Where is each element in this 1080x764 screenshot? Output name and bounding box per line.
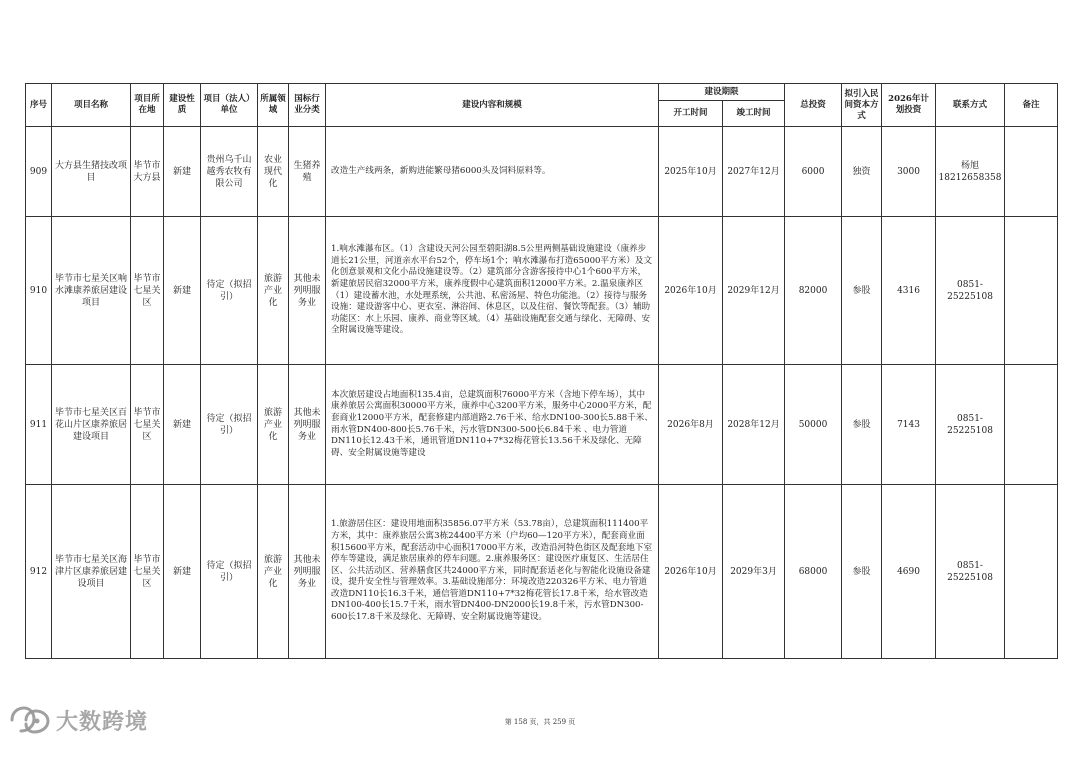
cell-location: 毕节市七星关区 <box>131 485 164 659</box>
header-seq: 序号 <box>26 84 52 127</box>
cell-remark <box>1005 485 1058 659</box>
page-number-label: 第 158 页，共 259 页 <box>504 718 576 726</box>
brand-logo-icon <box>8 704 52 736</box>
cell-end: 2029年3月 <box>723 485 785 659</box>
cell-contact: 0851-25225108 <box>936 485 1005 659</box>
cell-name: 毕节市七星关区百花山片区康养旅居建设项目 <box>52 365 131 485</box>
cell-seq: 912 <box>26 485 52 659</box>
cell-name: 毕节市七星关区海津片区康养旅居建设项目 <box>52 485 131 659</box>
header-period: 建设期限 <box>659 84 785 101</box>
cell-field: 旅游产业化 <box>258 485 289 659</box>
cell-field: 旅游产业化 <box>258 217 289 365</box>
cell-investment: 50000 <box>785 365 842 485</box>
cell-capital-mode: 独资 <box>842 127 882 217</box>
cell-industry: 其他未列明服务业 <box>289 217 326 365</box>
cell-nature: 新建 <box>164 217 201 365</box>
header-industry: 国标行业分类 <box>289 84 326 127</box>
cell-name: 大方县生猪技改项目 <box>52 127 131 217</box>
cell-industry: 生猪养殖 <box>289 127 326 217</box>
watermark-text: 大数跨境 <box>56 709 149 735</box>
header-capital-mode: 拟引入民间资本方式 <box>842 84 882 127</box>
cell-content: 1.旅游居住区：建设用地面积35856.07平方米（53.78亩），总建筑面积111400平方米，其中：康养旅居公寓3栋24400平方米（户均60—120平方米），配套商业面积15600平方米，配套活动中心面积17000平方米，改造沿河特色街区及配套地下室停车等建设，满足旅居康养的停车问题。2.康养服务区：建设医疗康复区、生活居住区、公共活动区、营养膳食区共24000平方米，同时配套适老化与智能化设施设备建设，提升安全性与管理效率。3.基础设施部分：环境改造220326平方米、电力管道改造DN110长16.3千米，通信管道DN110+7*32梅花管长17.8千米，给水管改造DN100-400长15.7千米，雨水管DN400-DN2000长19.8千米，污水管DN300-600长17.8千米及绿化、无障碍、安全附属设施等建设。 <box>326 485 659 659</box>
cell-field: 农业现代化 <box>258 127 289 217</box>
cell-plan2026: 3000 <box>882 127 936 217</box>
cell-owner: 待定（拟招引） <box>201 217 258 365</box>
watermark <box>8 700 148 740</box>
cell-content: 本次旅居建设占地面积135.4亩，总建筑面积76000平方米（含地下停车场），其中康养旅居公寓面积30000平方米，康养中心3200平方米，服务中心2000平方米，配套商业12000平方米，配套修建内部道路2.76千米、给水DN100-300长5.88千米、雨水管DN400-800长5.76千米，污水管DN300-500长6.84千米 、电力管道DN110长12.43千米，通讯管道DN110+7*32梅花管长13.56千米及绿化、无障碍、安全附属设施等建设 <box>326 365 659 485</box>
cell-capital-mode: 参股 <box>842 365 882 485</box>
header-plan2026: 2026年计划投资 <box>882 84 936 127</box>
cell-plan2026: 7143 <box>882 365 936 485</box>
cell-start: 2026年10月 <box>659 485 723 659</box>
header-start: 开工时间 <box>659 101 723 127</box>
cell-content: 改造生产线两条，新购进能繁母猪6000头及饲料原料等。 <box>326 127 659 217</box>
cell-start: 2026年10月 <box>659 217 723 365</box>
header-contact: 联系方式 <box>936 84 1005 127</box>
header-investment: 总投资 <box>785 84 842 127</box>
cell-seq: 911 <box>26 365 52 485</box>
cell-plan2026: 4690 <box>882 485 936 659</box>
cell-investment: 82000 <box>785 217 842 365</box>
cell-location: 毕节市七星关区 <box>131 217 164 365</box>
cell-start: 2025年10月 <box>659 127 723 217</box>
cell-investment: 68000 <box>785 485 842 659</box>
cell-plan2026: 4316 <box>882 217 936 365</box>
header-content: 建设内容和规模 <box>326 84 659 127</box>
cell-owner: 待定（拟招引） <box>201 485 258 659</box>
cell-contact: 0851-25225108 <box>936 217 1005 365</box>
cell-location: 毕节市大方县 <box>131 127 164 217</box>
cell-nature: 新建 <box>164 365 201 485</box>
cell-name: 毕节市七星关区响水滩康养旅居建设项目 <box>52 217 131 365</box>
project-table <box>25 83 1058 659</box>
header-row <box>26 84 1058 101</box>
cell-content: 1.响水滩瀑布区。（1）含建设天河公园至碧阳湖8.5公里两侧基础设施建设（康养步道长21公里，河道亲水平台52个，停车场1个；响水滩瀑布打造65000平方米）及文化创意景观和文化小品设施建设等。（2）建筑部分含游客接待中心1个600平方米，新建旅居民宿32000平方米，康养度假中心建筑面积12000平方米。2.温泉康养区（1）建设蓄水池，水处理系统，公共池、私密汤屋、特色功能池。（2）接待与服务设施：建设游客中心、更衣室、淋浴间、休息区，以及住宿、餐饮等配套。（3）辅助功能区：水上乐园、康养、商业等区域。（4）基础设施配套交通与绿化、无障碍、安全附属设施等建设。 <box>326 217 659 365</box>
table-row <box>26 485 1058 659</box>
table-row <box>26 127 1058 217</box>
cell-end: 2027年12月 <box>723 127 785 217</box>
header-remark: 备注 <box>1005 84 1058 127</box>
page-footer <box>0 717 1080 727</box>
cell-seq: 910 <box>26 217 52 365</box>
cell-industry: 其他未列明服务业 <box>289 485 326 659</box>
header-owner: 项目（法人）单位 <box>201 84 258 127</box>
cell-nature: 新建 <box>164 127 201 217</box>
cell-remark <box>1005 127 1058 217</box>
header-field: 所属领域 <box>258 84 289 127</box>
cell-remark <box>1005 365 1058 485</box>
header-location: 项目所在地 <box>131 84 164 127</box>
cell-industry: 其他未列明服务业 <box>289 365 326 485</box>
cell-contact: 0851-25225108 <box>936 365 1005 485</box>
cell-contact: 杨旭 18212658358 <box>936 127 1005 217</box>
cell-field: 旅游产业化 <box>258 365 289 485</box>
cell-investment: 6000 <box>785 127 842 217</box>
table-row <box>26 217 1058 365</box>
header-name: 项目名称 <box>52 84 131 127</box>
cell-capital-mode: 参股 <box>842 217 882 365</box>
cell-seq: 909 <box>26 127 52 217</box>
header-nature: 建设性质 <box>164 84 201 127</box>
cell-owner: 待定（拟招引） <box>201 365 258 485</box>
cell-location: 毕节市七星关区 <box>131 365 164 485</box>
cell-capital-mode: 参股 <box>842 485 882 659</box>
cell-nature: 新建 <box>164 485 201 659</box>
cell-end: 2029年12月 <box>723 217 785 365</box>
cell-end: 2028年12月 <box>723 365 785 485</box>
header-end: 竣工时间 <box>723 101 785 127</box>
cell-start: 2026年8月 <box>659 365 723 485</box>
table-row <box>26 365 1058 485</box>
cell-remark <box>1005 217 1058 365</box>
cell-owner: 贵州乌千山越秀农牧有限公司 <box>201 127 258 217</box>
